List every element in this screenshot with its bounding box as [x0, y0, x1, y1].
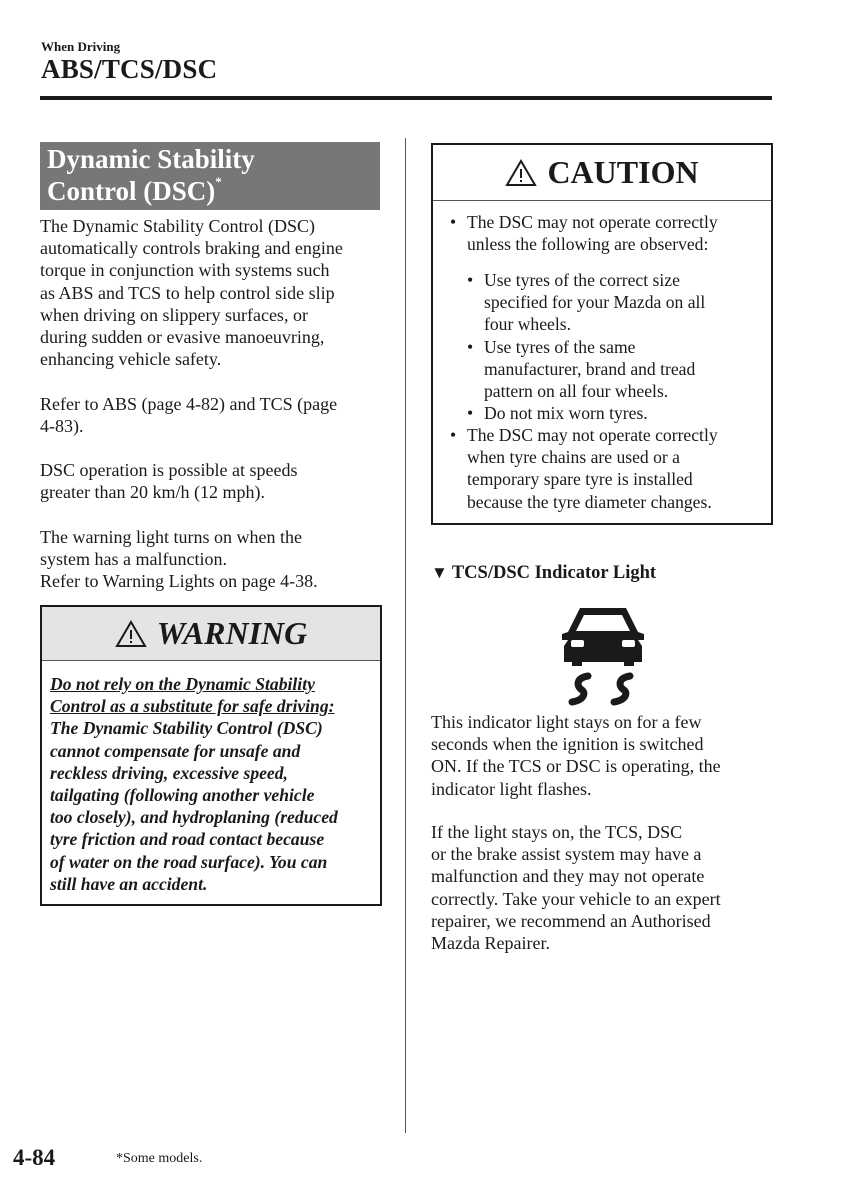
column-divider: [405, 138, 406, 1133]
warning-header: [42, 607, 380, 661]
text-line: repairer, we recommend an Authorised: [431, 910, 711, 931]
text-line: still have an accident.: [50, 873, 208, 894]
dsc-description-paragraph: [40, 215, 385, 370]
text-line: system has a malfunction.: [40, 549, 227, 570]
warning-underlined-line: Control as a substitute for safe driving:: [50, 696, 335, 717]
text-line: reckless driving, excessive speed,: [50, 762, 288, 783]
text-line: Mazda Repairer.: [431, 933, 550, 954]
text-line: Do not mix worn tyres.: [484, 403, 648, 423]
caution-triangle-icon: [505, 159, 537, 187]
bullet-marker: •: [450, 212, 457, 232]
caution-item-1: [467, 211, 718, 255]
text-line: malfunction and they may not operate: [431, 866, 705, 887]
text-line: as ABS and TCS to help control side slip: [40, 282, 335, 303]
indicator-heading-text: TCS/DSC Indicator Light: [451, 563, 657, 583]
asterisk-mark: *: [215, 174, 222, 189]
text-line: tyre friction and road contact because: [50, 829, 325, 850]
dsc-heading-text: Control (DSC): [47, 176, 216, 206]
dsc-heading-line1: Dynamic Stability: [47, 144, 255, 174]
warning-triangle-icon: [115, 620, 147, 648]
text-line: seconds when the ignition is switched: [431, 734, 704, 755]
bullet-marker: •: [467, 270, 474, 290]
heading-rule: [40, 96, 772, 100]
text-line: torque in conjunction with systems such: [40, 260, 330, 281]
text-line: specified for your Mazda on all: [484, 292, 706, 313]
text-line: ON. If the TCS or DSC is operating, the: [431, 756, 721, 777]
dsc-section-heading: [40, 142, 380, 210]
page-number: 4-84: [13, 1145, 56, 1170]
warning-title: WARNING: [156, 615, 308, 651]
dsc-heading-line2: [47, 175, 380, 207]
text-line: 4-83).: [40, 416, 84, 437]
text-line: pattern on all four wheels.: [484, 381, 669, 402]
text-line: manufacturer, brand and tread: [484, 359, 696, 380]
text-line: Refer to ABS (page 4-82) and TCS (page: [40, 394, 338, 414]
text-line: when driving on slippery surfaces, or: [40, 304, 308, 325]
text-line: Use tyres of the same: [484, 337, 636, 357]
caution-title: CAUTION: [547, 154, 699, 190]
section-label: When Driving: [41, 39, 121, 54]
bullet-marker: •: [467, 337, 474, 357]
warning-underlined-line: Do not rely on the Dynamic Stability: [50, 674, 315, 694]
text-line: The warning light turns on when the: [40, 527, 302, 547]
caution-header: [433, 145, 771, 201]
triangle-marker-icon: ▼: [431, 563, 448, 582]
text-line: The Dynamic Stability Control (DSC): [40, 216, 315, 236]
warning-text: [50, 673, 380, 895]
text-line: This indicator light stays on for a few: [431, 712, 702, 732]
text-line: Refer to Warning Lights on page 4-38.: [40, 571, 318, 592]
malfunction-paragraph: [431, 821, 771, 954]
page-title: ABS/TCS/DSC: [41, 54, 218, 84]
text-line: unless the following are observed:: [467, 234, 709, 255]
footnote: *Some models.: [116, 1151, 203, 1166]
speed-paragraph: [40, 459, 385, 503]
caution-subitem-3: [484, 402, 648, 424]
text-line: tailgating (following another vehicle: [50, 785, 315, 806]
caution-subitem-1: [484, 269, 705, 336]
text-line: cannot compensate for unsafe and: [50, 740, 301, 761]
text-line: The DSC may not operate correctly: [467, 425, 718, 445]
text-line: because the tyre diameter changes.: [467, 491, 712, 512]
bullet-marker: •: [467, 403, 474, 423]
text-line: during sudden or evasive manoeuvring,: [40, 327, 325, 348]
text-line: The Dynamic Stability Control (DSC): [50, 718, 323, 739]
text-line: If the light stays on, the TCS, DSC: [431, 822, 683, 842]
text-line: The DSC may not operate correctly: [467, 212, 718, 232]
caution-item-2: [467, 424, 718, 513]
warning-light-paragraph: [40, 526, 385, 593]
text-line: greater than 20 km/h (12 mph).: [40, 482, 265, 503]
text-line: automatically controls braking and engine: [40, 238, 343, 259]
car-skid-icon: [558, 604, 648, 706]
text-line: temporary spare tyre is installed: [467, 469, 693, 490]
refer-paragraph: [40, 393, 385, 437]
text-line: or the brake assist system may have a: [431, 844, 702, 865]
warning-box: [40, 605, 382, 906]
text-line: too closely), and hydroplaning (reduced: [50, 807, 338, 828]
text-line: enhancing vehicle safety.: [40, 349, 222, 370]
text-line: four wheels.: [484, 314, 571, 335]
text-line: indicator light flashes.: [431, 778, 592, 799]
text-line: Use tyres of the correct size: [484, 270, 680, 290]
indicator-description-paragraph: [431, 711, 771, 800]
indicator-light-heading: [431, 563, 656, 584]
text-line: of water on the road surface). You can: [50, 851, 328, 872]
bullet-marker: •: [450, 425, 457, 445]
text-line: when tyre chains are used or a: [467, 447, 680, 468]
caution-subitem-2: [484, 336, 695, 403]
caution-box: [431, 143, 773, 525]
text-line: correctly. Take your vehicle to an expert: [431, 888, 721, 909]
text-line: DSC operation is possible at speeds: [40, 460, 298, 480]
